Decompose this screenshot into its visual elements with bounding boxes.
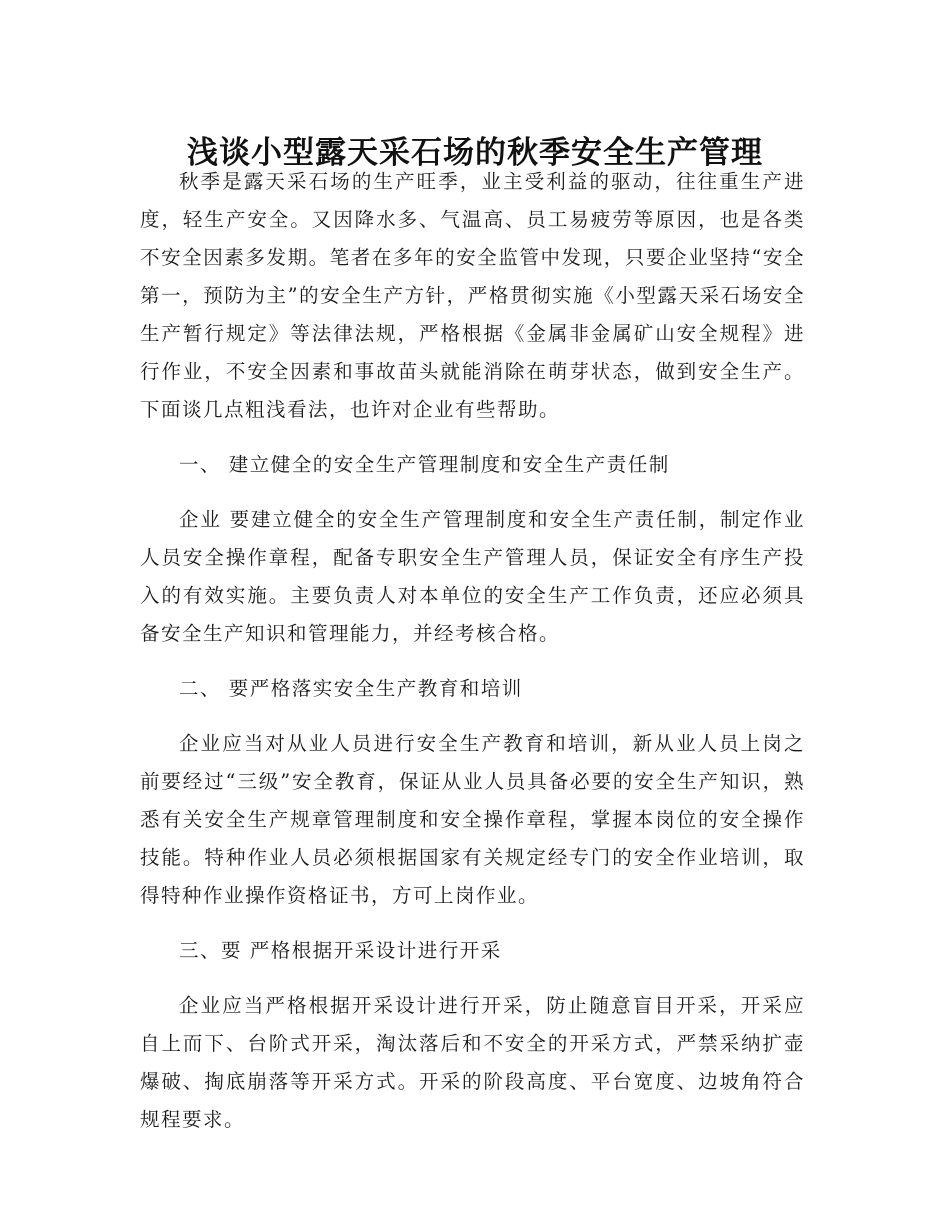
section-body-1: 企业 要建立健全的安全生产管理制度和安全生产责任制，制定作业人员安全操作章程，配备专职安全生产管理人员，保证安全有序生产投入的有效实施。主要负责人对本单位的安全生产工作负责，还应必须具备安全生产知识和管理能力，并经考核合格。 (140, 508, 805, 645)
document-body (140, 163, 805, 1139)
document-title: 浅谈小型露天采石场的秋季安全生产管理 (187, 134, 763, 171)
section-heading-1: 一、 建立健全的安全生产管理制度和安全生产责任制 (179, 453, 670, 476)
section-heading-3: 三、要 严格根据开采设计进行开采 (179, 939, 502, 962)
section-body-3: 企业应当严格根据开采设计进行开采，防止随意盲目开采，开采应 自上而下、台阶式开采，淘汰落后和不安全的开采方式，严禁采纳扩壶爆破、掏底崩落等开采方式。开采的阶段高度、平台宽度、边坡角符合规程要求。 (140, 994, 805, 1131)
intro-paragraph: 秋季是露天采石场的生产旺季，业主受利益的驱动，往往重生产进度，轻生产安全。又因降水多、气温高、员工易疲劳等原因，也是各类不安全因素多发期。笔者在多年的安全监管中发现，只要企业坚持“安全第一，预防为主”的安全生产方针，严格贯彻实施《小型露天采石场安全生产暂行规定》等法律法规，严格根据《金属非金属矿山安全规程》进行作业，不安全因素和事故苗头就能消除在萌芽状态，做到安全生产。下面谈几点粗浅看法，也许对企业有些帮助。 (140, 170, 805, 421)
section-body-2: 企业应当对从业人员进行安全生产教育和培训，新从业人员上岗之前要经过“三级”安全教育，保证从业人员具备必要的安全生产知识，熟悉有关安全生产规章管理制度和安全操作章程，掌握本岗位的安全操作技能。特种作业人员必须根据国家有关规定经专门的安全作业培训，取得特种作业操作资格证书，方可上岗作业。 (140, 732, 805, 907)
section-heading-2: 二、 要严格落实安全生产教育和培训 (179, 677, 523, 700)
